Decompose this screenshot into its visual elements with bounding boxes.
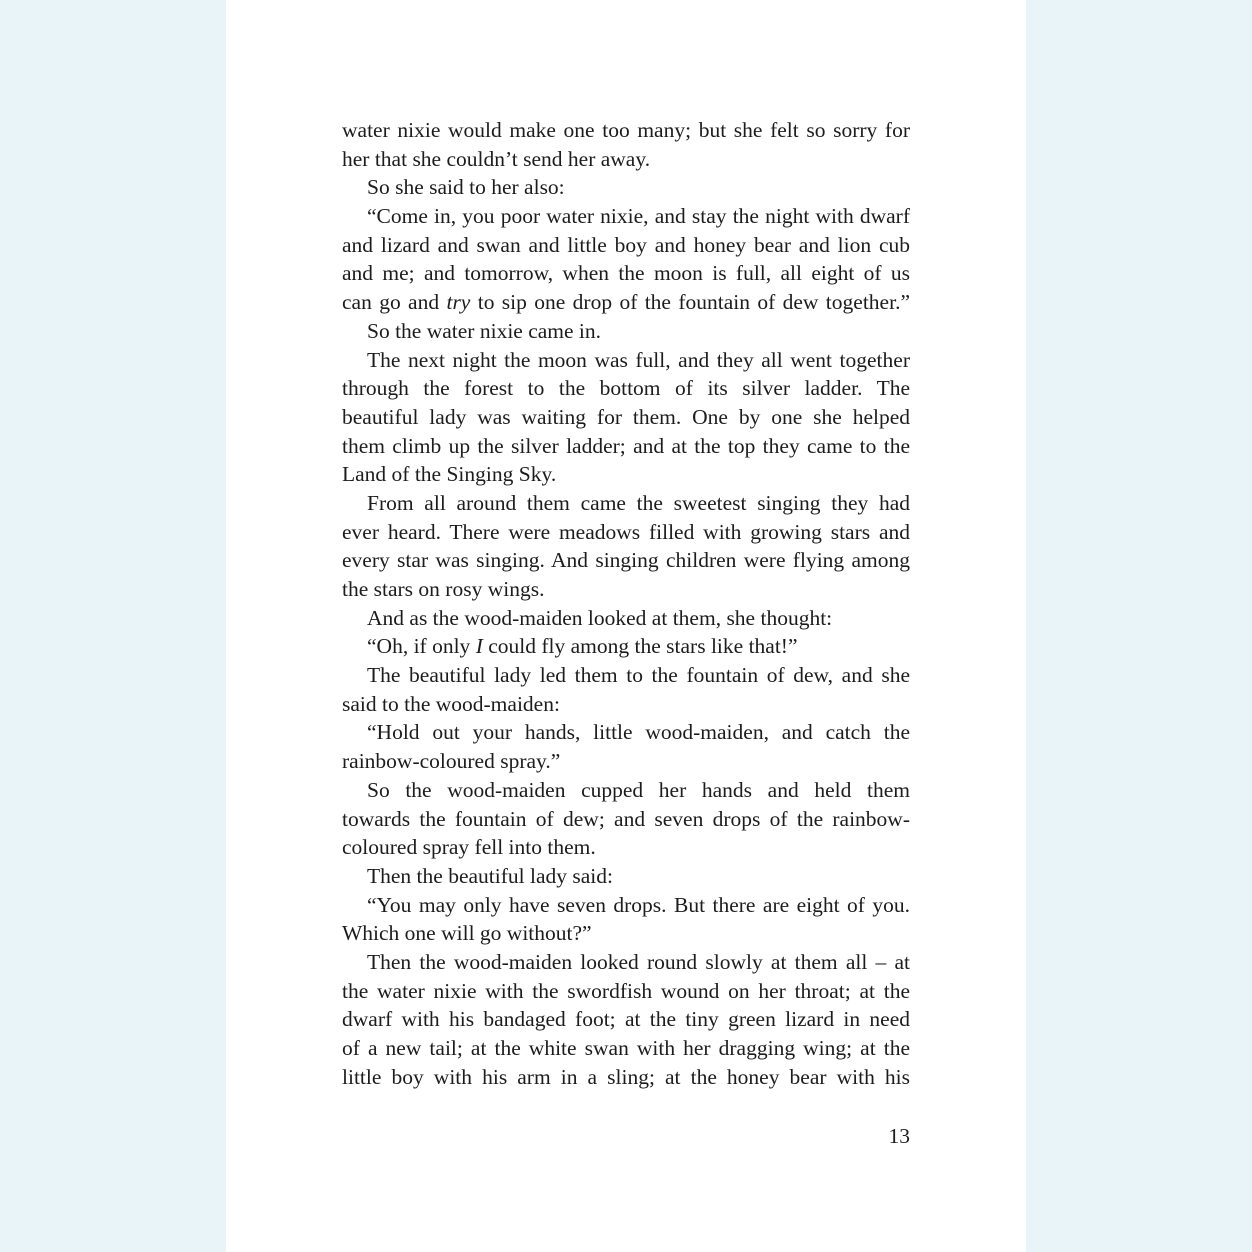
text-line: So the wood-maiden cupped her hands and held them: [367, 777, 910, 802]
text-line: Then the beautiful lady said:: [367, 863, 613, 888]
text-line: And as the wood-maiden looked at them, she thought:: [367, 605, 833, 630]
text-line: coloured spray fell into them.: [342, 835, 596, 860]
text-line: Land of the Singing Sky.: [342, 462, 557, 487]
text-line: Then the wood-maiden looked round slowly at them all – at: [367, 949, 910, 974]
italic-run: try: [446, 290, 471, 315]
text-line: dwarf with his bandaged foot; at the tiny green lizard in need: [342, 1007, 910, 1032]
text-line: [342, 632, 910, 661]
text-line: water nixie would make one too many; but she felt so sorry for: [342, 118, 910, 142]
text-line: “Hold out your hands, little wood-maiden, and catch the: [367, 720, 910, 745]
text-line: of a new tail; at the white swan with her dragging wing; at the: [342, 1036, 910, 1060]
text-line: the stars on rosy wings.: [342, 577, 545, 601]
text-line: So she said to her also:: [367, 175, 565, 200]
text-line: the water nixie with the swordfish wound on her throat; at the: [342, 978, 910, 1003]
text-line: rainbow-coloured spray.”: [342, 749, 561, 774]
text-line: “You may only have seven drops. But there are eight of you.: [367, 892, 910, 917]
text-line: ever heard. There were meadows filled with growing stars and: [342, 519, 910, 544]
text-line: From all around them came the sweetest singing they had: [367, 490, 910, 515]
book-page: [226, 0, 1026, 1252]
text-line: towards the fountain of dew; and seven drops of the rainbow-: [342, 806, 910, 831]
text-line: through the forest to the bottom of its silver ladder. The: [342, 376, 910, 401]
text-line: “Come in, you poor water nixie, and stay the night with dwarf: [367, 204, 910, 229]
text-line: her that she couldn’t send her away.: [342, 146, 651, 171]
page-number: 13: [888, 1124, 910, 1148]
text-line: and me; and tomorrow, when the moon is full, all eight of us: [342, 261, 910, 286]
text-line: Which one will go without?”: [342, 921, 592, 946]
text-run: to sip one drop of the fountain of dew together.”: [470, 290, 910, 315]
italic-run: I: [475, 634, 483, 659]
text-line: beautiful lady was waiting for them. One by one she helped: [342, 404, 910, 429]
text-line: them climb up the silver ladder; and at the top they came to the: [342, 433, 910, 458]
text-line: little boy with his arm in a sling; at the honey bear with his: [342, 1064, 910, 1089]
text-line: The next night the moon was full, and they all went together: [367, 347, 910, 372]
text-line: So the water nixie came in.: [367, 318, 602, 343]
text-run: can go and: [342, 290, 447, 315]
text-line: every star was singing. And singing children were flying among: [342, 548, 910, 573]
text-run: could fly among the stars like that!”: [482, 634, 798, 659]
text-line: said to the wood-maiden:: [342, 691, 560, 716]
text-line: [342, 288, 910, 317]
text-run: “Oh, if only: [367, 634, 476, 659]
text-line: and lizard and swan and little boy and honey bear and lion cub: [342, 232, 910, 257]
body-text: [342, 116, 910, 1091]
text-line: The beautiful lady led them to the fountain of dew, and she: [367, 663, 910, 688]
